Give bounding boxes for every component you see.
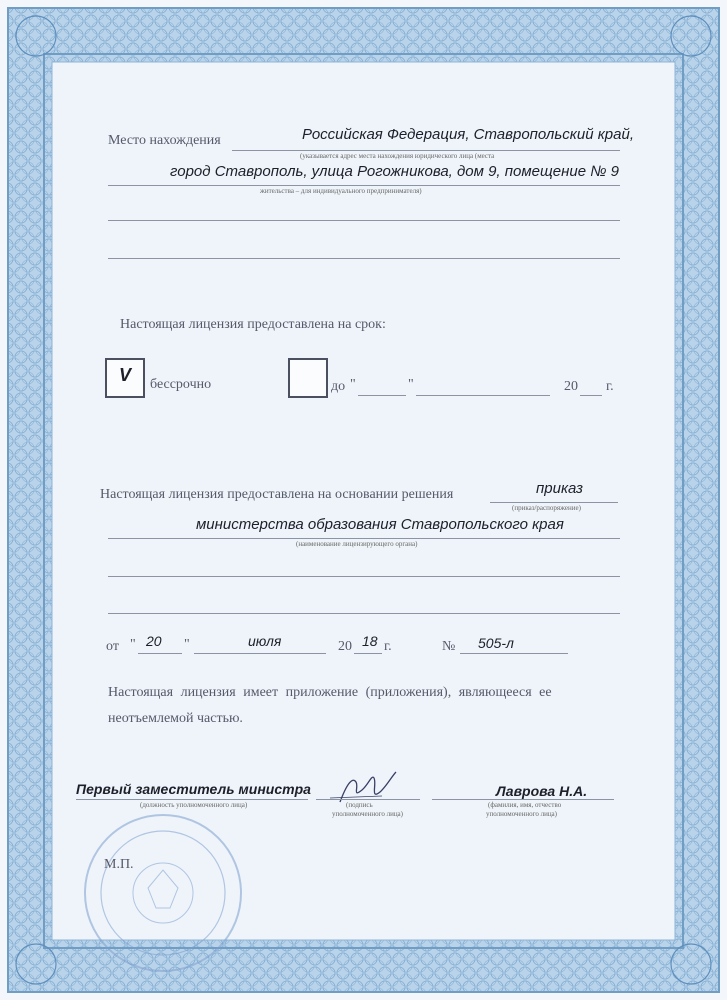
until-day-line [358, 395, 406, 396]
basis-body-value: министерства образования Ставропольского края [196, 516, 564, 533]
until-quote-close: " [408, 377, 414, 392]
seal-place-label: М.П. [104, 857, 134, 872]
until-year-prefix: 20 [564, 379, 578, 394]
until-quote-open: " [350, 377, 356, 392]
decision-year: 18 [362, 633, 378, 649]
until-month-line [416, 395, 550, 396]
decision-year-prefix: 20 [338, 639, 352, 654]
name-hint-2: уполномоченного лица) [486, 810, 557, 818]
decision-month: июля [248, 633, 282, 649]
until-label: до [331, 379, 346, 394]
decision-year-suffix: г. [384, 639, 392, 654]
basis-body-line [108, 538, 620, 539]
address-line-4 [108, 258, 620, 259]
address-line-1 [232, 150, 620, 151]
basis-type-value: приказ [536, 480, 584, 497]
position-line [76, 799, 308, 800]
unlimited-checkbox [105, 358, 145, 398]
address-hint-1: (указывается адрес места нахождения юридического лица (места [300, 152, 495, 160]
decision-number-label: № [442, 639, 456, 654]
address-line-2 [108, 185, 620, 186]
until-year-line [580, 395, 602, 396]
decision-quote-close: " [184, 637, 190, 652]
address-value-2: город Ставрополь, улица Рогожникова, дом 9, помещение № 9 [170, 163, 619, 180]
address-line-3 [108, 220, 620, 221]
until-year-suffix: г. [606, 379, 614, 394]
basis-type-line [490, 502, 618, 503]
decision-month-line [194, 653, 326, 654]
term-heading: Настоящая лицензия предоставлена на срок: [120, 317, 386, 332]
basis-body-hint: (наименование лицензирующего органа) [296, 540, 418, 548]
decision-year-line [354, 653, 382, 654]
check-mark: V [119, 365, 132, 385]
address-hint-2: жительства – для индивидуального предпринимателя) [260, 187, 422, 195]
name-line [432, 799, 614, 800]
address-label: Место нахождения [108, 133, 221, 148]
signature-line [316, 799, 420, 800]
signatory-name: Лаврова Н.А. [496, 783, 588, 799]
address-value-1: Российская Федерация, Ставропольский край, [302, 126, 634, 143]
basis-type-hint: (приказ/распоряжение) [512, 504, 581, 512]
until-checkbox [288, 358, 328, 398]
basis-heading: Настоящая лицензия предоставлена на основании решения [100, 487, 454, 502]
basis-line-3 [108, 576, 620, 577]
name-hint-1: (фамилия, имя, отчество [488, 801, 562, 809]
appendix-line-2: неотъемлемой частью. [108, 711, 243, 726]
decision-quote-open: " [130, 637, 136, 652]
appendix-line-1: Настоящая лицензия имеет приложение (приложения), являющееся ее [108, 685, 552, 700]
position-hint: (должность уполномоченного лица) [140, 801, 248, 809]
decision-from-label: от [106, 639, 119, 654]
decision-number: 505-л [478, 635, 514, 651]
signature-hint-2: уполномоченного лица) [332, 810, 403, 818]
basis-line-4 [108, 613, 620, 614]
official-seal [78, 808, 248, 978]
decision-day: 20 [146, 633, 162, 649]
unlimited-label: бессрочно [150, 377, 212, 392]
signature-hint-1: (подпись [346, 801, 373, 809]
decision-number-line [460, 653, 568, 654]
signatory-position: Первый заместитель министра [76, 781, 311, 797]
decision-day-line [138, 653, 182, 654]
